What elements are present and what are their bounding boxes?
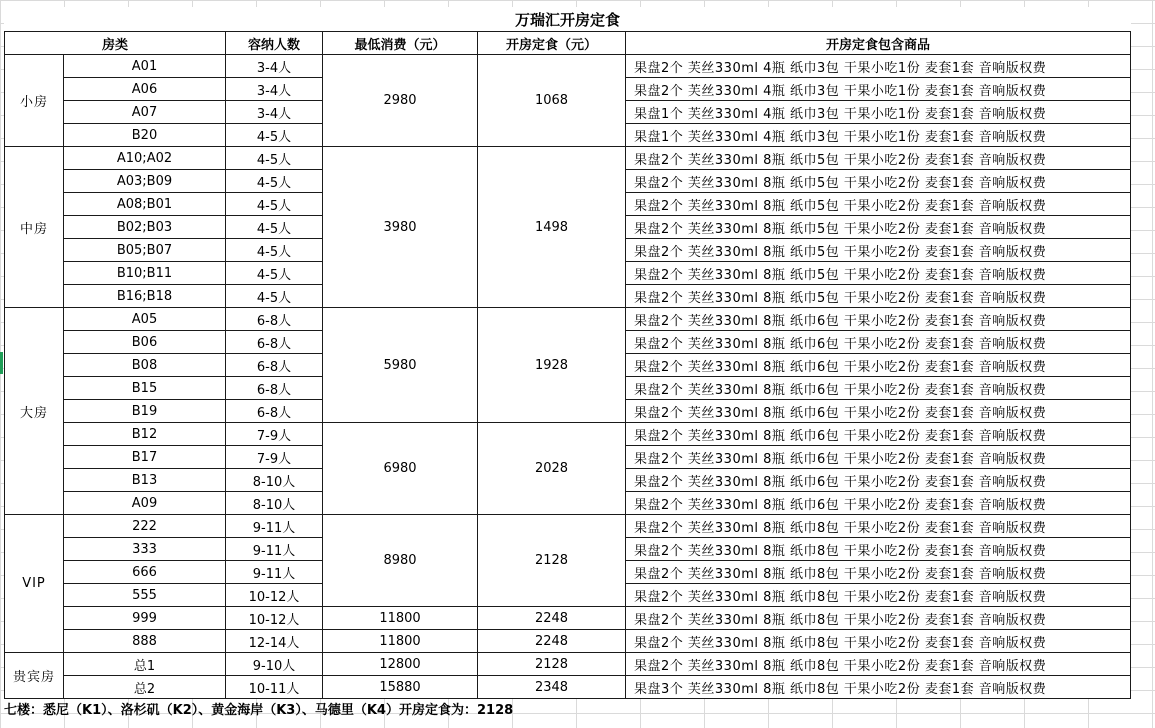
min-spend: 15880 [323,676,478,699]
room-category: 小房 [5,55,64,147]
room-capacity: 3-4人 [226,55,323,78]
included-items: 果盘2个 芙丝330ml 8瓶 纸巾8包 干果小吃2份 麦套1套 音响版权费 [626,653,1131,676]
included-items: 果盘1个 芙丝330ml 4瓶 纸巾3包 干果小吃1份 麦套1套 音响版权费 [626,124,1131,147]
set-price: 2128 [478,653,626,676]
included-items: 果盘2个 芙丝330ml 8瓶 纸巾6包 干果小吃2份 麦套1套 音响版权费 [626,446,1131,469]
included-items: 果盘2个 芙丝330ml 8瓶 纸巾5包 干果小吃2份 麦套1套 音响版权费 [626,239,1131,262]
room-number: A08;B01 [64,193,226,216]
included-items: 果盘2个 芙丝330ml 8瓶 纸巾8包 干果小吃2份 麦套1套 音响版权费 [626,538,1131,561]
table-row [5,147,1131,170]
room-number: A05 [64,308,226,331]
included-items: 果盘2个 芙丝330ml 8瓶 纸巾8包 干果小吃2份 麦套1套 音响版权费 [626,561,1131,584]
room-number: A01 [64,55,226,78]
room-number: 333 [64,538,226,561]
room-capacity: 4-5人 [226,147,323,170]
room-number: B19 [64,400,226,423]
table-row [5,607,1131,630]
room-capacity: 8-10人 [226,492,323,515]
included-items: 果盘2个 芙丝330ml 4瓶 纸巾3包 干果小吃1份 麦套1套 音响版权费 [626,55,1131,78]
included-items: 果盘2个 芙丝330ml 8瓶 纸巾8包 干果小吃2份 麦套1套 音响版权费 [626,630,1131,653]
room-number: A10;A02 [64,147,226,170]
min-spend: 3980 [323,147,478,308]
room-number: B13 [64,469,226,492]
title-row [5,7,1131,32]
min-spend: 2980 [323,55,478,147]
room-capacity: 9-10人 [226,653,323,676]
room-capacity: 6-8人 [226,400,323,423]
room-capacity: 6-8人 [226,308,323,331]
set-price: 2248 [478,607,626,630]
included-items: 果盘2个 芙丝330ml 8瓶 纸巾5包 干果小吃2份 麦套1套 音响版权费 [626,170,1131,193]
room-capacity: 7-9人 [226,423,323,446]
room-number: B08 [64,354,226,377]
min-spend: 6980 [323,423,478,515]
included-items: 果盘2个 芙丝330ml 8瓶 纸巾6包 干果小吃2份 麦套1套 音响版权费 [626,469,1131,492]
included-items: 果盘2个 芙丝330ml 8瓶 纸巾5包 干果小吃2份 麦套1套 音响版权费 [626,193,1131,216]
room-number: 888 [64,630,226,653]
room-number: B20 [64,124,226,147]
room-number: A06 [64,78,226,101]
table-row [5,55,1131,78]
room-capacity: 9-11人 [226,515,323,538]
included-items: 果盘2个 芙丝330ml 8瓶 纸巾8包 干果小吃2份 麦套1套 音响版权费 [626,607,1131,630]
header-row [5,32,1131,55]
header-set-price: 开房定食（元） [478,32,626,55]
room-capacity: 4-5人 [226,124,323,147]
room-number: 总1 [64,653,226,676]
room-capacity: 4-5人 [226,193,323,216]
included-items: 果盘2个 芙丝330ml 8瓶 纸巾5包 干果小吃2份 麦套1套 音响版权费 [626,262,1131,285]
min-spend: 5980 [323,308,478,423]
room-capacity: 10-12人 [226,584,323,607]
room-capacity: 10-12人 [226,607,323,630]
included-items: 果盘2个 芙丝330ml 8瓶 纸巾6包 干果小吃2份 麦套1套 音响版权费 [626,377,1131,400]
room-number: 555 [64,584,226,607]
set-price: 1498 [478,147,626,308]
set-price: 1068 [478,55,626,147]
set-price: 2028 [478,423,626,515]
table-row [5,653,1131,676]
included-items: 果盘2个 芙丝330ml 4瓶 纸巾3包 干果小吃1份 麦套1套 音响版权费 [626,78,1131,101]
room-number: 222 [64,515,226,538]
room-capacity: 4-5人 [226,216,323,239]
room-category: 贵宾房 [5,653,64,699]
included-items: 果盘2个 芙丝330ml 8瓶 纸巾6包 干果小吃2份 麦套1套 音响版权费 [626,492,1131,515]
table-row [5,423,1131,446]
included-items: 果盘2个 芙丝330ml 8瓶 纸巾6包 干果小吃2份 麦套1套 音响版权费 [626,400,1131,423]
table-title: 万瑞汇开房定食 [5,7,1131,32]
room-category: 中房 [5,147,64,308]
room-number: 999 [64,607,226,630]
room-number: B15 [64,377,226,400]
set-price: 2128 [478,515,626,607]
room-capacity: 6-8人 [226,354,323,377]
min-spend: 11800 [323,607,478,630]
room-capacity: 6-8人 [226,377,323,400]
table-row [5,630,1131,653]
room-number: B16;B18 [64,285,226,308]
included-items: 果盘2个 芙丝330ml 8瓶 纸巾6包 干果小吃2份 麦套1套 音响版权费 [626,331,1131,354]
min-spend: 12800 [323,653,478,676]
room-number: A07 [64,101,226,124]
set-price: 2248 [478,630,626,653]
included-items: 果盘2个 芙丝330ml 8瓶 纸巾6包 干果小吃2份 麦套1套 音响版权费 [626,354,1131,377]
room-number: A03;B09 [64,170,226,193]
set-price: 2348 [478,676,626,699]
table-row [5,308,1131,331]
room-capacity: 10-11人 [226,676,323,699]
room-number: A09 [64,492,226,515]
room-capacity: 3-4人 [226,101,323,124]
included-items: 果盘3个 芙丝330ml 8瓶 纸巾8包 干果小吃2份 麦套1套 音响版权费 [626,676,1131,699]
room-capacity: 3-4人 [226,78,323,101]
header-room-type: 房类 [5,32,226,55]
room-number: 666 [64,561,226,584]
room-capacity: 12-14人 [226,630,323,653]
room-number: 总2 [64,676,226,699]
room-capacity: 9-11人 [226,538,323,561]
room-number: B02;B03 [64,216,226,239]
included-items: 果盘2个 芙丝330ml 8瓶 纸巾5包 干果小吃2份 麦套1套 音响版权费 [626,147,1131,170]
included-items: 果盘2个 芙丝330ml 8瓶 纸巾8包 干果小吃2份 麦套1套 音响版权费 [626,584,1131,607]
room-number: B12 [64,423,226,446]
included-items: 果盘2个 芙丝330ml 8瓶 纸巾8包 干果小吃2份 麦套1套 音响版权费 [626,515,1131,538]
footnote: 七楼：悉尼（K1）、洛杉矶（K2）、黄金海岸（K3）、马德里（K4）开房定食为：2128 [4,703,514,718]
header-capacity: 容纳人数 [226,32,323,55]
room-capacity: 9-11人 [226,561,323,584]
table-row [5,515,1131,538]
room-capacity: 4-5人 [226,262,323,285]
included-items: 果盘2个 芙丝330ml 8瓶 纸巾5包 干果小吃2份 麦套1套 音响版权费 [626,216,1131,239]
room-number: B06 [64,331,226,354]
row-selection-marker [0,352,3,374]
included-items: 果盘2个 芙丝330ml 8瓶 纸巾5包 干果小吃2份 麦套1套 音响版权费 [626,285,1131,308]
table-row [5,676,1131,699]
room-number: B05;B07 [64,239,226,262]
included-items: 果盘2个 芙丝330ml 8瓶 纸巾6包 干果小吃2份 麦套1套 音响版权费 [626,423,1131,446]
room-capacity: 7-9人 [226,446,323,469]
room-category: 大房 [5,308,64,515]
room-capacity: 4-5人 [226,239,323,262]
included-items: 果盘1个 芙丝330ml 4瓶 纸巾3包 干果小吃1份 麦套1套 音响版权费 [626,101,1131,124]
header-min-spend: 最低消费（元） [323,32,478,55]
room-category: VIP [5,515,64,653]
min-spend: 11800 [323,630,478,653]
room-capacity: 4-5人 [226,285,323,308]
room-number: B17 [64,446,226,469]
price-table [4,7,1131,699]
room-number: B10;B11 [64,262,226,285]
room-capacity: 4-5人 [226,170,323,193]
included-items: 果盘2个 芙丝330ml 8瓶 纸巾6包 干果小吃2份 麦套1套 音响版权费 [626,308,1131,331]
room-capacity: 8-10人 [226,469,323,492]
set-price: 1928 [478,308,626,423]
room-capacity: 6-8人 [226,331,323,354]
min-spend: 8980 [323,515,478,607]
header-included-items: 开房定食包含商品 [626,32,1131,55]
